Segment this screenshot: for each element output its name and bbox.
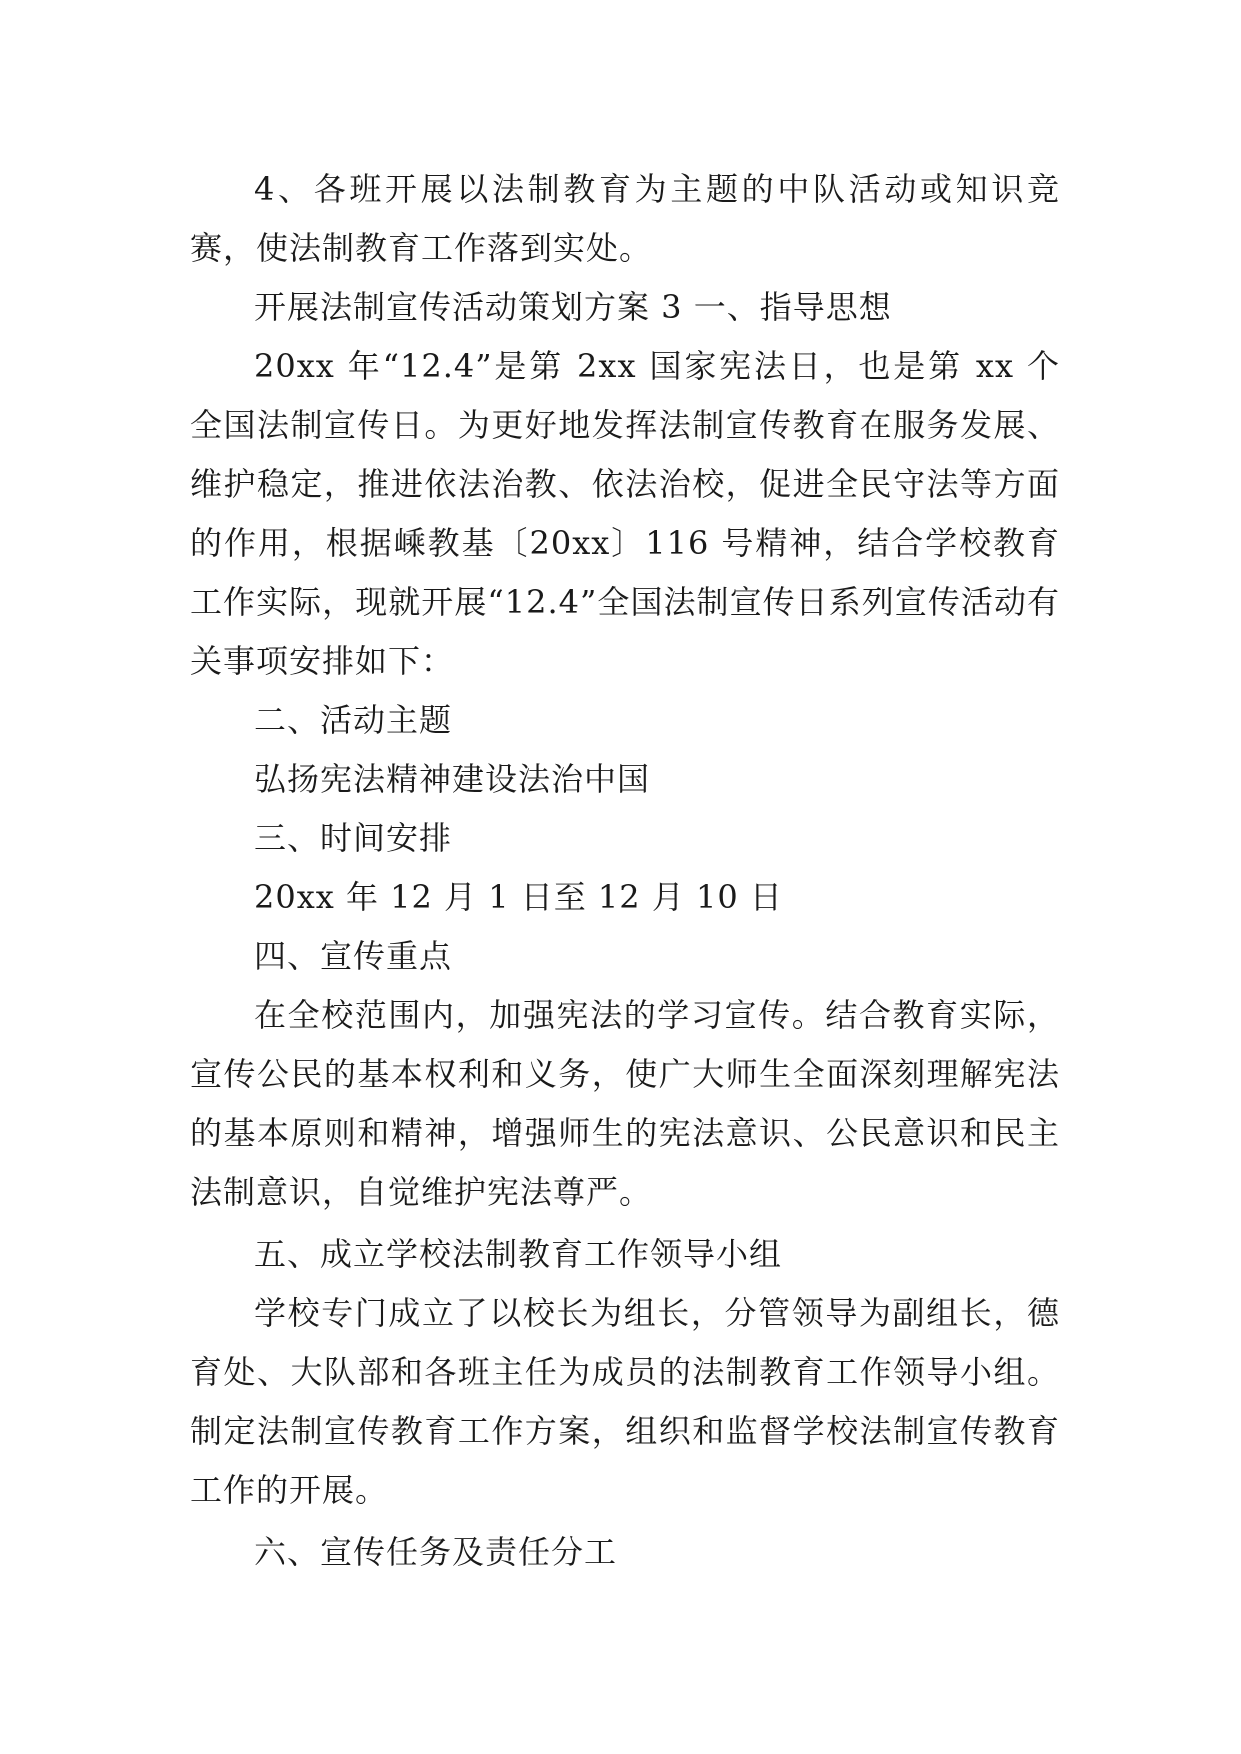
document-body: [190, 160, 1060, 1582]
schedule-text: 20xx 年 12 月 1 日至 12 月 10 日: [254, 878, 783, 916]
heading-activity-theme: 二、活动主题: [254, 701, 453, 739]
paragraph-guiding-ideology: 20xx 年“12.4”是第 2xx 国家宪法日，也是第 xx 个全国法制宣传日。为更好地发挥法制宣传教育在服务发展、维护稳定，推进依法治教、依法治校，促进全民守法等方面的作用，根据嵊教基〔20xx〕116 号精神，结合学校教育工作实际，现就开展“12.4”全国法制宣传日系列宣传活动有关事项安排如下：: [190, 347, 1060, 680]
heading-schedule: 三、时间安排: [254, 819, 453, 857]
section-title-plan-3: 开展法制宣传活动策划方案 3 一、指导思想: [254, 288, 892, 326]
activity-theme-text: 弘扬宪法精神建设法治中国: [254, 760, 651, 798]
heading-leadership-group: 五、成立学校法制教育工作领导小组: [254, 1235, 783, 1273]
leadership-group-text: 学校专门成立了以校长为组长，分管领导为副组长，德育处、大队部和各班主任为成员的法制教育工作领导小组。制定法制宣传教育工作方案，组织和监督学校法制宣传教育工作的开展。: [190, 1294, 1060, 1509]
paragraph-item-4: 4、各班开展以法制教育为主题的中队活动或知识竞赛，使法制教育工作落到实处。: [190, 170, 1060, 267]
publicity-focus-text: 在全校范围内，加强宪法的学习宣传。结合教育实际，宣传公民的基本权利和义务，使广大师生全面深刻理解宪法的基本原则和精神，增强师生的宪法意识、公民意识和民主法制意识，自觉维护宪法尊严。: [190, 996, 1060, 1211]
heading-tasks-responsibilities: 六、宣传任务及责任分工: [254, 1533, 618, 1571]
heading-publicity-focus: 四、宣传重点: [254, 937, 453, 975]
